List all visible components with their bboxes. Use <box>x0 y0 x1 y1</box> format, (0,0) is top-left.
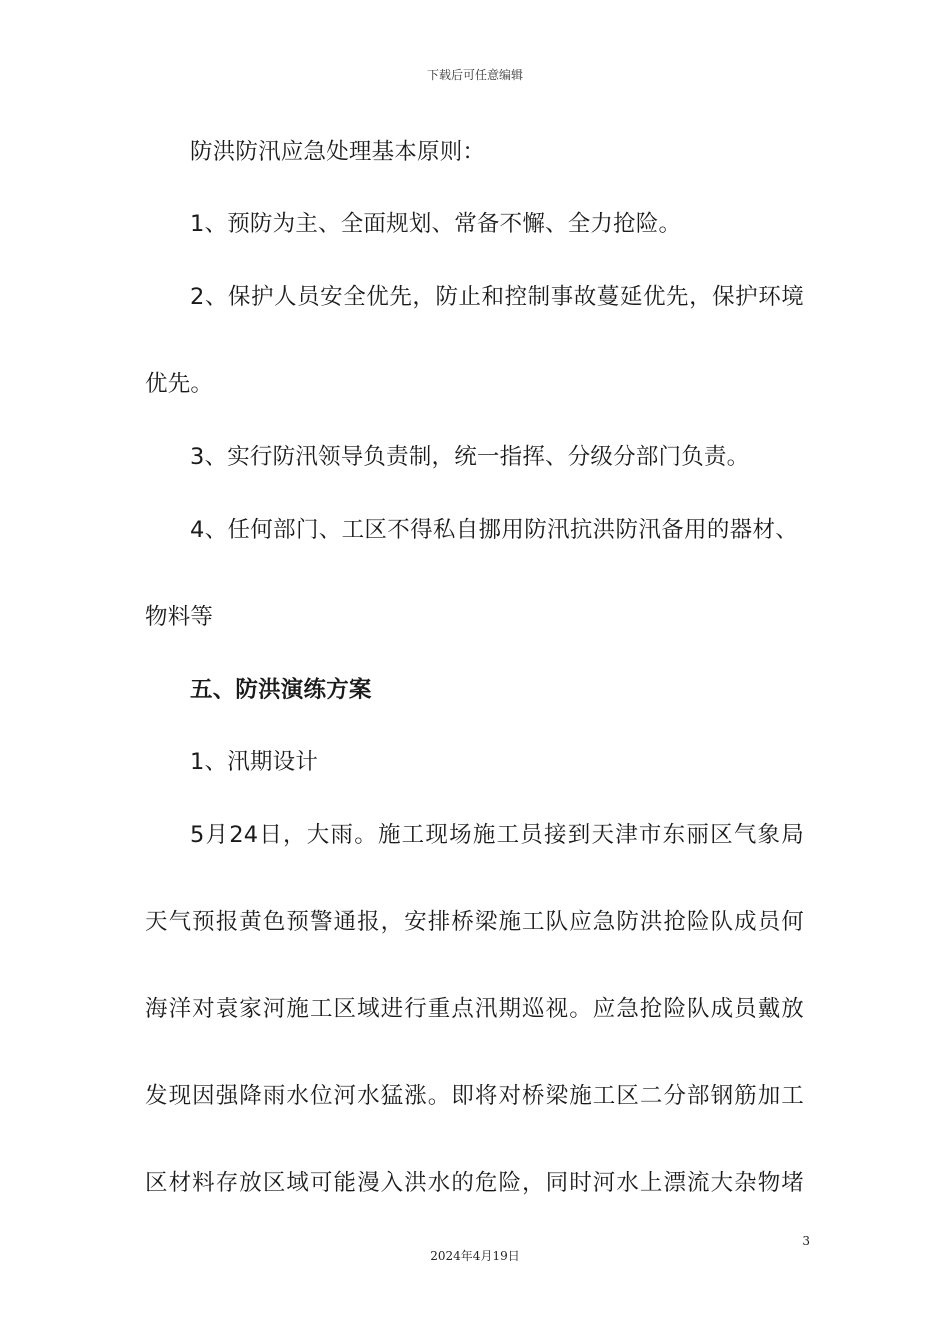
paragraph-line-scenario-5: 区材料存放区域可能漫入洪水的危险，同时河水上漂流大杂物堵 <box>145 1170 804 1196</box>
page-number: 3 <box>802 1234 810 1248</box>
paragraph-line-principle-2: 2、保护人员安全优先，防止和控制事故蔓延优先，保护环境 <box>190 284 804 310</box>
footer-date: 2024年4月19日 <box>430 1249 520 1263</box>
paragraph-line-scenario-4: 发现因强降雨水位河水猛涨。即将对桥梁施工区二分部钢筋加工 <box>145 1083 804 1109</box>
page-header-note: 下载后可任意编辑 <box>426 68 523 82</box>
paragraph-line-principle-4: 4、任何部门、工区不得私自挪用防汛抗洪防汛备用的器材、 <box>190 517 798 543</box>
paragraph-line-scenario-2: 天气预报黄色预警通报，安排桥梁施工队应急防洪抢险队成员何 <box>145 909 804 935</box>
paragraph-line-principles-heading: 防洪防汛应急处理基本原则： <box>190 139 486 165</box>
paragraph-line-principle-3: 3、实行防汛领导负责制，统一指挥、分级分部门负责。 <box>190 444 750 470</box>
section-heading: 五、防洪演练方案 <box>190 677 372 703</box>
paragraph-line-principle-4-cont: 物料等 <box>145 604 214 630</box>
paragraph-line-scenario-1: 5月24日，大雨。施工现场施工员接到天津市东丽区气象局 <box>190 822 804 848</box>
subsection-heading: 1、汛期设计 <box>190 749 319 775</box>
paragraph-line-scenario-3: 海洋对袁家河施工区域进行重点汛期巡视。应急抢险队成员戴放 <box>145 996 804 1022</box>
paragraph-line-principle-1: 1、预防为主、全面规划、常备不懈、全力抢险。 <box>190 211 682 237</box>
paragraph-line-principle-2-cont: 优先。 <box>145 371 214 397</box>
